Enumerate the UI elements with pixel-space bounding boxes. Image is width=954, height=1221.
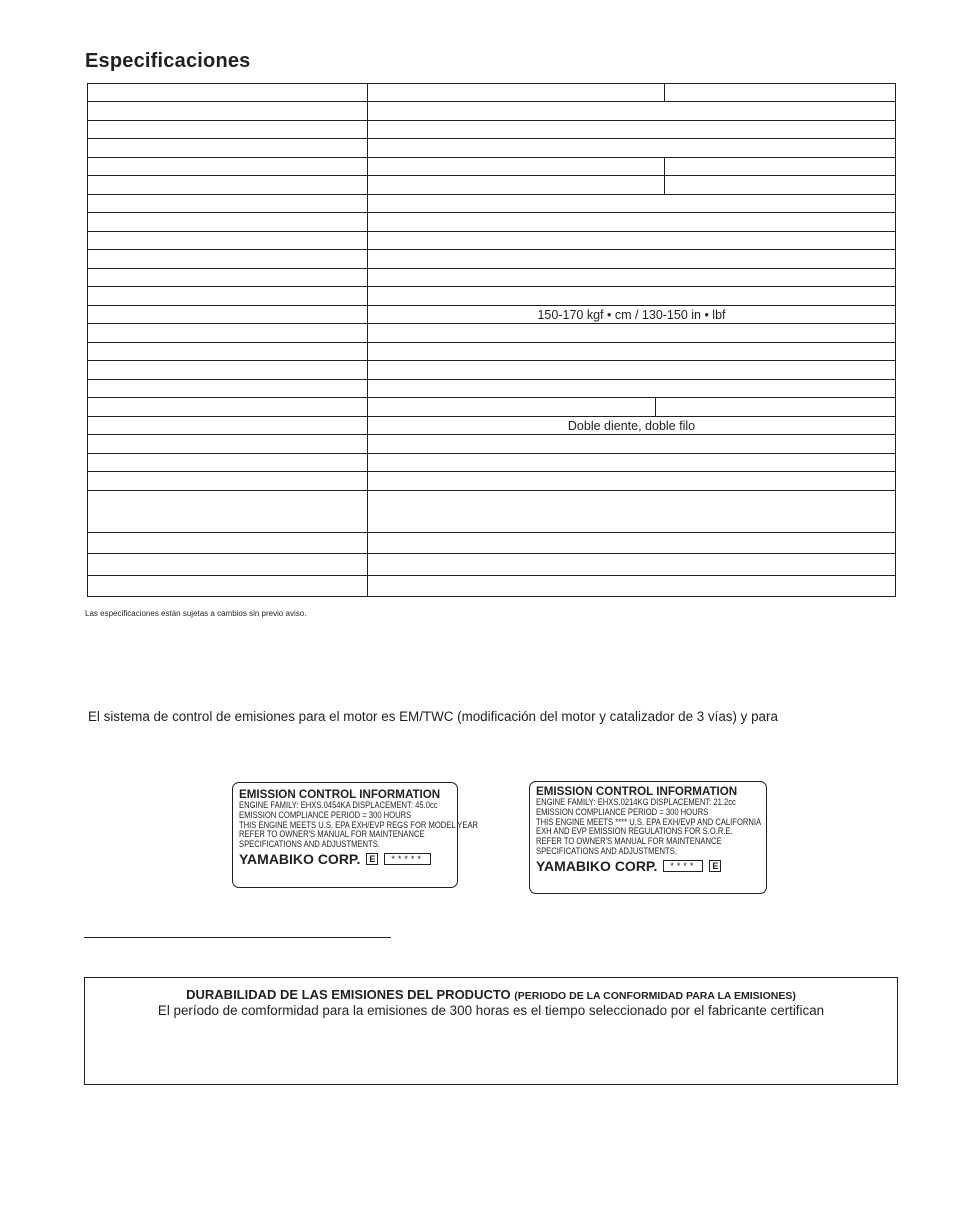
table-row <box>88 269 896 287</box>
table-row <box>88 343 896 361</box>
table-row <box>88 398 896 417</box>
table-row <box>88 324 896 343</box>
footnote: Las especificaciones están sujetas a cambios sin previo aviso. <box>85 609 307 618</box>
blade-value: Doble diente, doble filo <box>368 417 896 435</box>
table-row <box>88 417 896 435</box>
label-brand-row <box>536 859 766 874</box>
table-row <box>88 576 896 597</box>
label-title: EMISSION CONTROL INFORMATION <box>239 788 441 801</box>
table-row <box>88 491 896 533</box>
table-row <box>88 554 896 576</box>
label-line: THIS ENGINE MEETS U.S. EPA EXH/EVP REGS FOR MODEL YEAR <box>239 819 479 830</box>
table-row <box>88 306 896 324</box>
table-row <box>88 121 896 139</box>
durability-title <box>85 987 897 1002</box>
durability-text: El período de comformidad para la emisiones de 300 horas es el tiempo seleccionado por el fabricante certifican <box>157 1003 825 1018</box>
table-row <box>88 435 896 454</box>
horizontal-rule <box>84 937 391 938</box>
page-title: Especificaciones <box>85 50 251 72</box>
emission-label-45cc <box>232 782 479 888</box>
table-row <box>88 195 896 213</box>
model-year-stars: ***** <box>384 853 431 865</box>
label-line: REFER TO OWNER'S MANUAL FOR MAINTENANCE <box>536 836 722 847</box>
table-row <box>88 176 896 195</box>
label-line: ENGINE FAMILY: EHXS.0454KA DISPLACEMENT: 45.0cc <box>239 800 438 811</box>
label-title: EMISSION CONTROL INFORMATION <box>536 785 738 798</box>
table-row <box>88 84 896 102</box>
table-row <box>88 287 896 306</box>
durability-box <box>84 977 898 1085</box>
label-line: THIS ENGINE MEETS **** U.S. EPA EXH/EVP AND CALIFORNIA <box>536 816 762 827</box>
table-row <box>88 533 896 554</box>
torque-value: 150-170 kgf • cm / 130-150 in • lbf <box>368 306 896 324</box>
table-row <box>88 454 896 472</box>
table-row <box>88 213 896 232</box>
e-mark-icon: E <box>366 853 378 865</box>
table-row <box>88 380 896 398</box>
emissions-paragraph: El sistema de control de emisiones para el motor es EM/TWC (modificación del motor y catalizador de 3 vías) y para <box>88 709 778 724</box>
label-line: REFER TO OWNER'S MANUAL FOR MAINTENANCE <box>239 829 425 840</box>
model-year-stars: **** <box>663 860 703 872</box>
table-row <box>88 102 896 121</box>
table-row <box>88 158 896 176</box>
label-brand-row <box>239 852 457 867</box>
label-line: EMISSION COMPLIANCE PERIOD = 300 HOURS <box>239 809 412 820</box>
table-row <box>88 232 896 250</box>
label-line: ENGINE FAMILY: EHXS.0214KG DISPLACEMENT: 21.2cc <box>536 797 736 808</box>
specifications-table <box>87 83 896 597</box>
table-row <box>88 250 896 269</box>
table-row <box>88 361 896 380</box>
label-line: EMISSION COMPLIANCE PERIOD = 300 HOURS <box>536 806 709 817</box>
label-line: EXH AND EVP EMISSION REGULATIONS FOR S.O.R.E. <box>536 826 733 837</box>
durability-subheading: (PERIODO DE LA CONFORMIDAD PARA LA EMISIONES) <box>514 990 796 1002</box>
label-line: SPECIFICATIONS AND ADJUSTMENTS. <box>536 845 677 856</box>
label-brand: YAMABIKO CORP. <box>536 857 658 874</box>
emission-label-21cc <box>529 781 767 894</box>
label-line: SPECIFICATIONS AND ADJUSTMENTS. <box>239 839 380 850</box>
table-row <box>88 472 896 491</box>
durability-heading: DURABILIDAD DE LAS EMISIONES DEL PRODUCTO <box>186 987 511 1002</box>
table-row <box>88 139 896 158</box>
e-mark-icon: E <box>709 860 721 872</box>
label-brand: YAMABIKO CORP. <box>239 850 361 867</box>
